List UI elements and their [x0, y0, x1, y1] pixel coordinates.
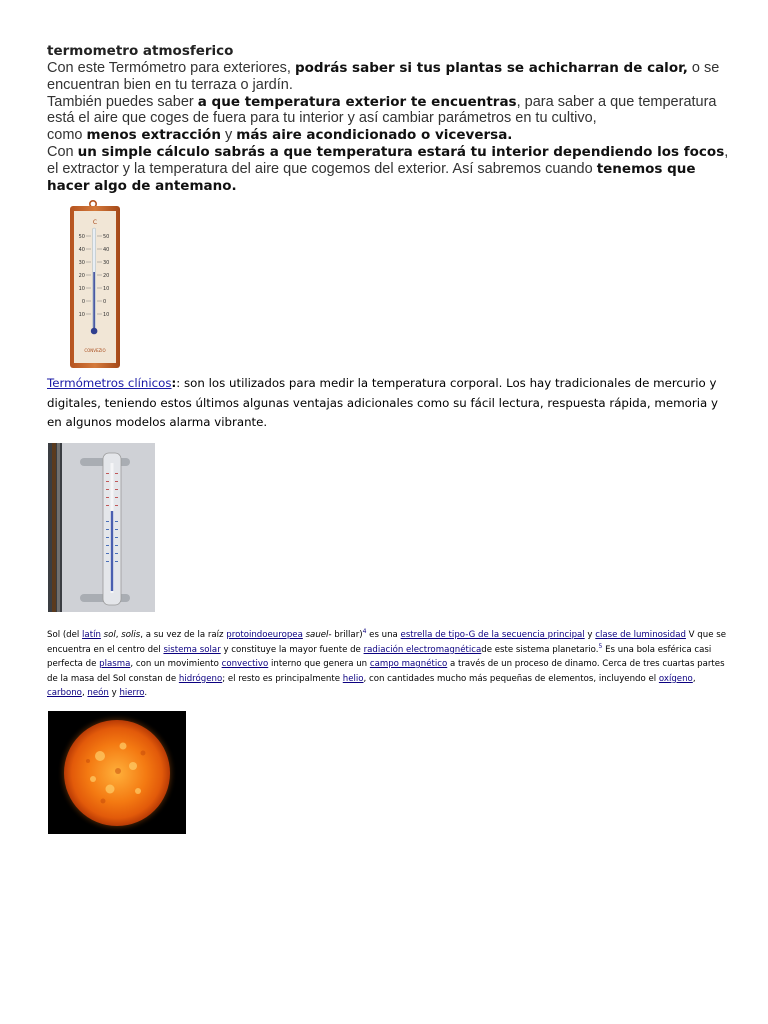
bold-run: más aire acondicionado o viceversa.	[236, 127, 513, 144]
bold-colon: :	[171, 376, 177, 390]
link-hierro[interactable]: hierro	[119, 688, 145, 698]
text-run: , a su vez de la raíz	[140, 630, 227, 640]
text-run: , con cantidades mucho más pequeñas de elementos, incluyendo el	[363, 673, 659, 684]
link-clase-luminosidad[interactable]: clase de luminosidad	[595, 630, 686, 640]
text-run: : son los utilizados para medir la temperatura corporal. Los hay tradicionales de mercurio y digitales, teniendo estos últimos algunas ventajas adicionales como su fácil lectura, respuesta rápida, memoria y en algunos modelos alarma vibrante.	[47, 376, 718, 429]
bold-run: menos extracción	[86, 127, 221, 144]
link-helio[interactable]: helio	[342, 673, 364, 684]
scale-label: 40	[103, 247, 110, 253]
bold-run: tenemos que hacer algo de antemano.	[47, 160, 696, 194]
outdoor-thermometer-image	[68, 200, 122, 370]
link-neon[interactable]: neón	[87, 688, 109, 698]
text-run: y constituye la mayor fuente de	[220, 644, 364, 655]
text-run: como	[47, 127, 87, 144]
scale-unit: C	[92, 219, 98, 226]
link-termometros-clinicos[interactable]: Termómetros clínicos	[47, 376, 172, 390]
link-convectivo[interactable]: convectivo	[221, 659, 269, 669]
scale-label: 0	[81, 299, 85, 305]
text-run: es una	[366, 630, 401, 640]
section-outdoor-thermometer	[47, 43, 737, 194]
bold-run: un simple cálculo sabrás a que temperatura estará tu interior dependiendo los focos	[77, 143, 725, 160]
section-title: termometro atmosferico	[47, 43, 234, 59]
link-plasma[interactable]: plasma	[99, 659, 131, 669]
link-sistema-solar[interactable]: sistema solar	[163, 644, 221, 655]
text-run: .	[144, 688, 148, 698]
link-oxigeno[interactable]: oxígeno	[658, 673, 693, 684]
text-run: ,	[692, 673, 696, 684]
text-run: Es una bola esférica casi perfecta de	[47, 644, 712, 669]
link-estrella-tipo-g[interactable]: estrella de tipo-G de la secuencia principal	[400, 630, 585, 640]
italic-run: sauel	[305, 630, 329, 640]
text-run: y	[584, 630, 596, 640]
scale-label: 10	[103, 286, 110, 292]
bold-run: podrás saber si tus plantas se achicharran de calor,	[294, 60, 688, 76]
text-run: , con un movimiento	[130, 659, 222, 669]
scale-label: 10	[78, 312, 85, 318]
text-run: de este sistema planetario.	[481, 644, 599, 655]
scale-label: 40	[78, 247, 85, 253]
scale-label: 20	[78, 273, 85, 279]
text-run: V que se encuentra en el centro del	[47, 630, 726, 655]
brand-label: CONVEZIO	[84, 348, 106, 353]
text-run: Con este Termómetro para exteriores,	[47, 60, 295, 76]
text-run: Con	[47, 143, 78, 160]
scale-label: 30	[78, 260, 85, 266]
italic-run: sol	[103, 630, 116, 640]
window-thermometer-image	[48, 443, 155, 612]
paragraph-intro	[47, 60, 737, 194]
scale-label: 30	[103, 260, 110, 266]
link-radiacion-electromagnetica[interactable]: radiación electromagnética	[363, 644, 482, 655]
scale-label: 20	[103, 273, 110, 279]
text-run: También puedes saber	[47, 93, 198, 110]
text-run: o se encuentran bien en tu terraza o jardín.	[47, 60, 720, 93]
scale-label: 50	[78, 234, 85, 240]
bold-run: a que temperatura exterior te encuentras	[197, 93, 517, 110]
text-run: , el extractor y la temperatura del aire que cogemos del exterior. Así sabremos cuando	[47, 143, 729, 177]
paragraph-clinical-thermometers	[47, 374, 727, 433]
text-run: y	[220, 127, 237, 144]
footnote-ref-5[interactable]: 5	[598, 642, 603, 650]
scale-label: 10	[78, 286, 85, 292]
sun-image	[48, 711, 186, 834]
scale-label: 0	[103, 299, 107, 305]
footnote-ref-4[interactable]: 4	[362, 628, 367, 636]
link-carbono[interactable]: carbono	[47, 688, 82, 698]
link-hidrogeno[interactable]: hidrógeno	[178, 673, 223, 684]
text-run: , para saber a que temperatura está el aire que coges de fuera para tu interior y así cambiar parámetros en tu cultivo,	[47, 93, 717, 127]
link-latin[interactable]: latín	[82, 630, 101, 640]
text-run: Sol (del	[47, 630, 83, 640]
scale-label: 50	[103, 234, 110, 240]
link-protoindoeuropea[interactable]: protoindoeuropea	[226, 630, 303, 640]
text-run: ,	[81, 688, 88, 698]
paragraph-sol	[47, 628, 727, 701]
scale-label: 10	[103, 312, 110, 318]
text-run: ,	[115, 630, 122, 640]
text-run: y	[108, 688, 120, 698]
link-campo-magnetico[interactable]: campo magnético	[369, 659, 448, 669]
italic-run: solis	[121, 630, 141, 640]
text-run: a través de un proceso de dinamo. Cerca de tres cuartas partes de la masa del Sol constan de	[47, 659, 725, 684]
text-run: ; el resto es principalmente	[222, 673, 343, 684]
text-run: - brillar)	[328, 630, 363, 640]
text-run: interno que genera un	[268, 659, 370, 669]
